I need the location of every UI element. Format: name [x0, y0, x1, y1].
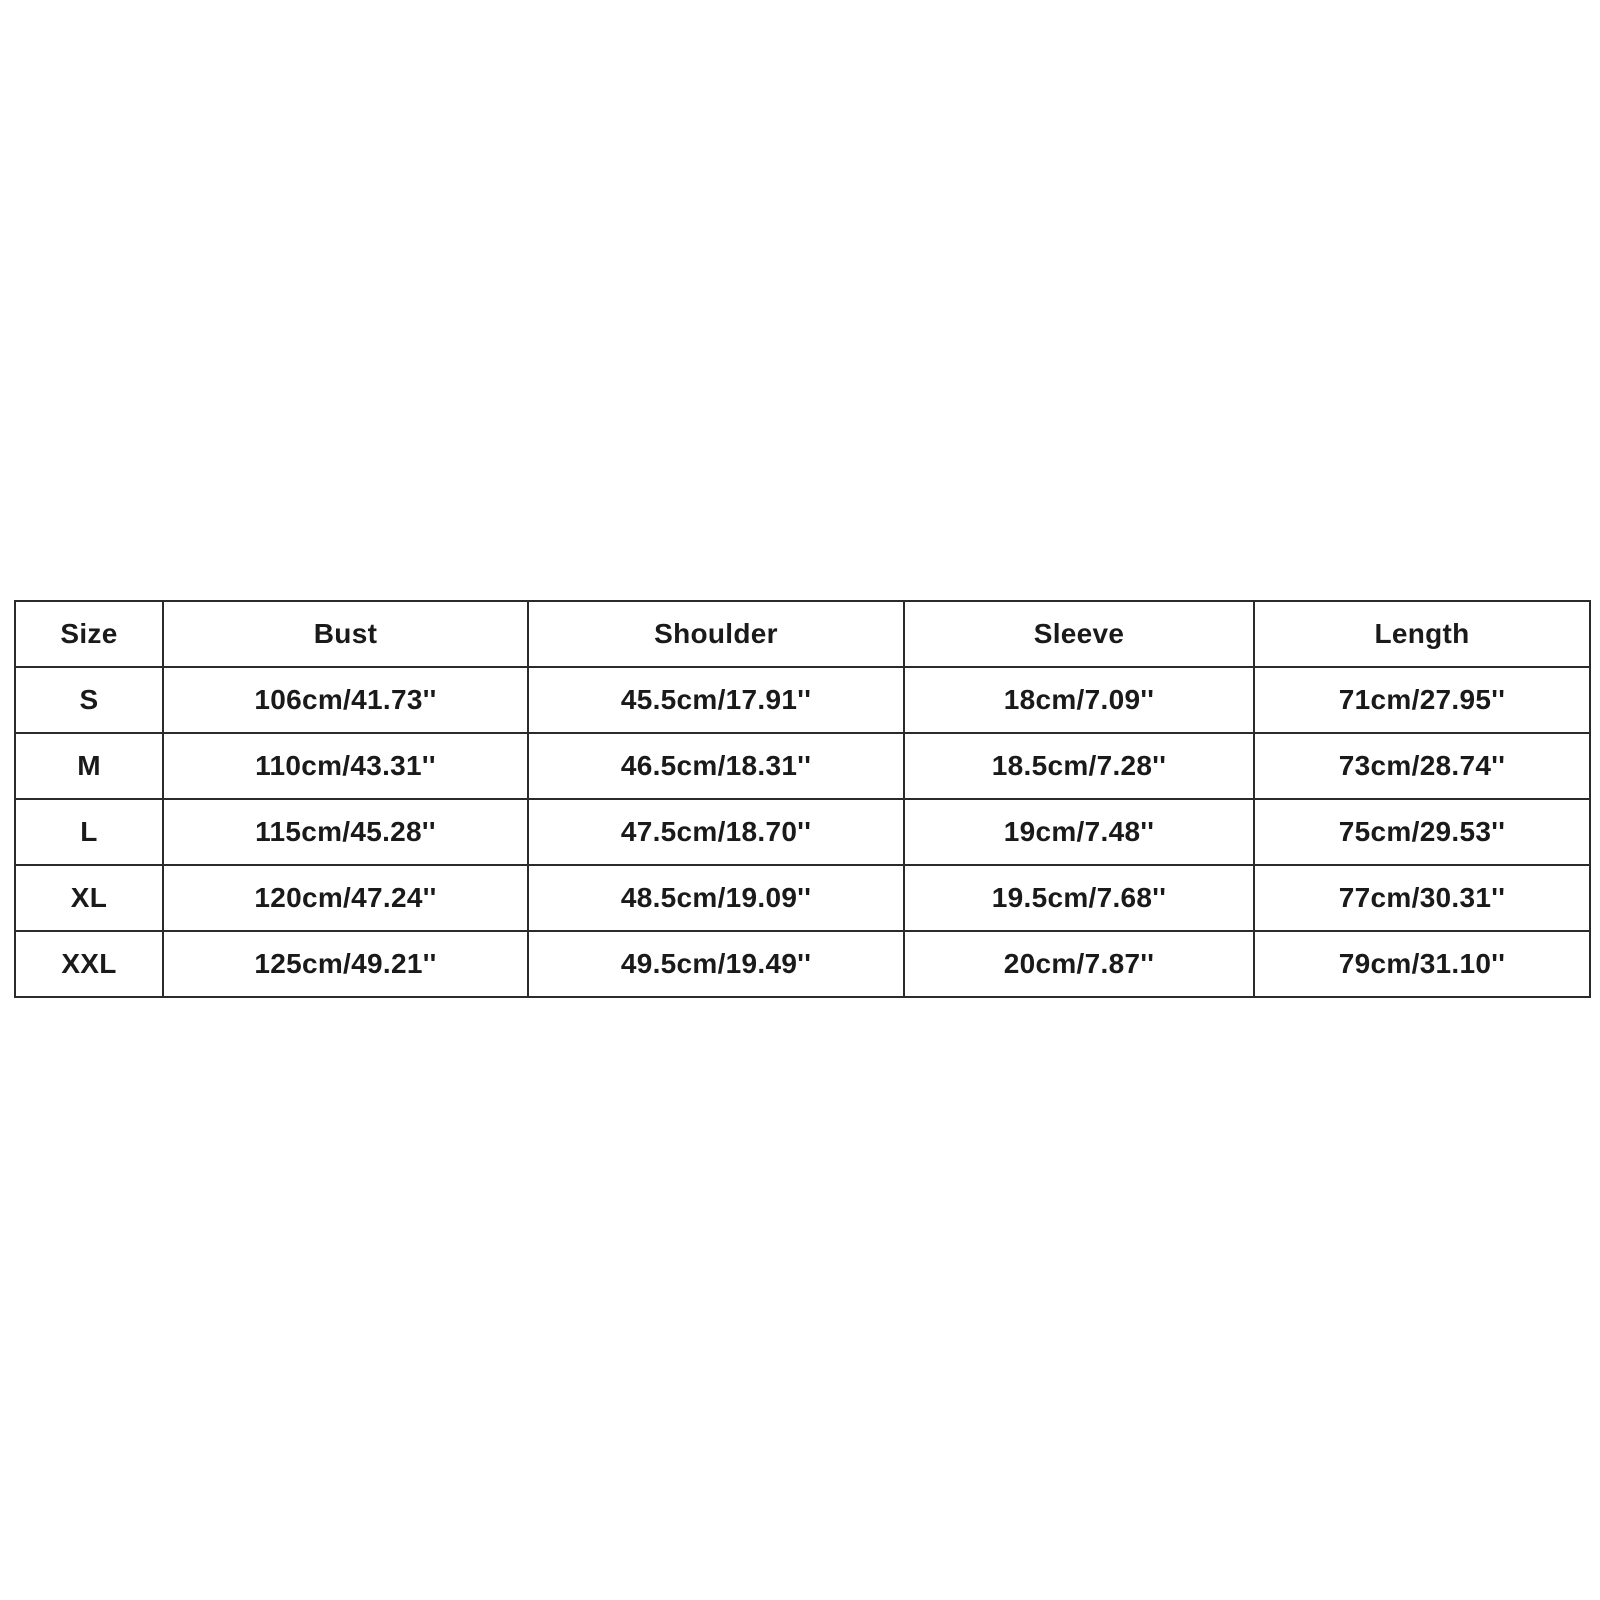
- cell-bust: 110cm/43.31'': [163, 733, 528, 799]
- cell-length: 77cm/30.31'': [1254, 865, 1590, 931]
- cell-size: XL: [15, 865, 163, 931]
- cell-shoulder: 48.5cm/19.09'': [528, 865, 904, 931]
- table-row: [15, 865, 1590, 931]
- cell-bust: 125cm/49.21'': [163, 931, 528, 997]
- cell-size: S: [15, 667, 163, 733]
- cell-sleeve: 20cm/7.87'': [904, 931, 1254, 997]
- table-row: [15, 667, 1590, 733]
- size-chart-table: [14, 600, 1591, 998]
- cell-sleeve: 19.5cm/7.68'': [904, 865, 1254, 931]
- table-row: [15, 733, 1590, 799]
- cell-size: M: [15, 733, 163, 799]
- cell-bust: 106cm/41.73'': [163, 667, 528, 733]
- cell-size: L: [15, 799, 163, 865]
- header-sleeve: Sleeve: [904, 601, 1254, 667]
- header-length: Length: [1254, 601, 1590, 667]
- header-shoulder: Shoulder: [528, 601, 904, 667]
- cell-length: 79cm/31.10'': [1254, 931, 1590, 997]
- cell-length: 71cm/27.95'': [1254, 667, 1590, 733]
- cell-length: 75cm/29.53'': [1254, 799, 1590, 865]
- cell-shoulder: 49.5cm/19.49'': [528, 931, 904, 997]
- header-row: [15, 601, 1590, 667]
- cell-bust: 115cm/45.28'': [163, 799, 528, 865]
- table-row: [15, 799, 1590, 865]
- cell-sleeve: 19cm/7.48'': [904, 799, 1254, 865]
- header-bust: Bust: [163, 601, 528, 667]
- cell-sleeve: 18.5cm/7.28'': [904, 733, 1254, 799]
- cell-shoulder: 47.5cm/18.70'': [528, 799, 904, 865]
- cell-bust: 120cm/47.24'': [163, 865, 528, 931]
- cell-length: 73cm/28.74'': [1254, 733, 1590, 799]
- cell-sleeve: 18cm/7.09'': [904, 667, 1254, 733]
- header-size: Size: [15, 601, 163, 667]
- cell-size: XXL: [15, 931, 163, 997]
- cell-shoulder: 46.5cm/18.31'': [528, 733, 904, 799]
- table-row: [15, 931, 1590, 997]
- cell-shoulder: 45.5cm/17.91'': [528, 667, 904, 733]
